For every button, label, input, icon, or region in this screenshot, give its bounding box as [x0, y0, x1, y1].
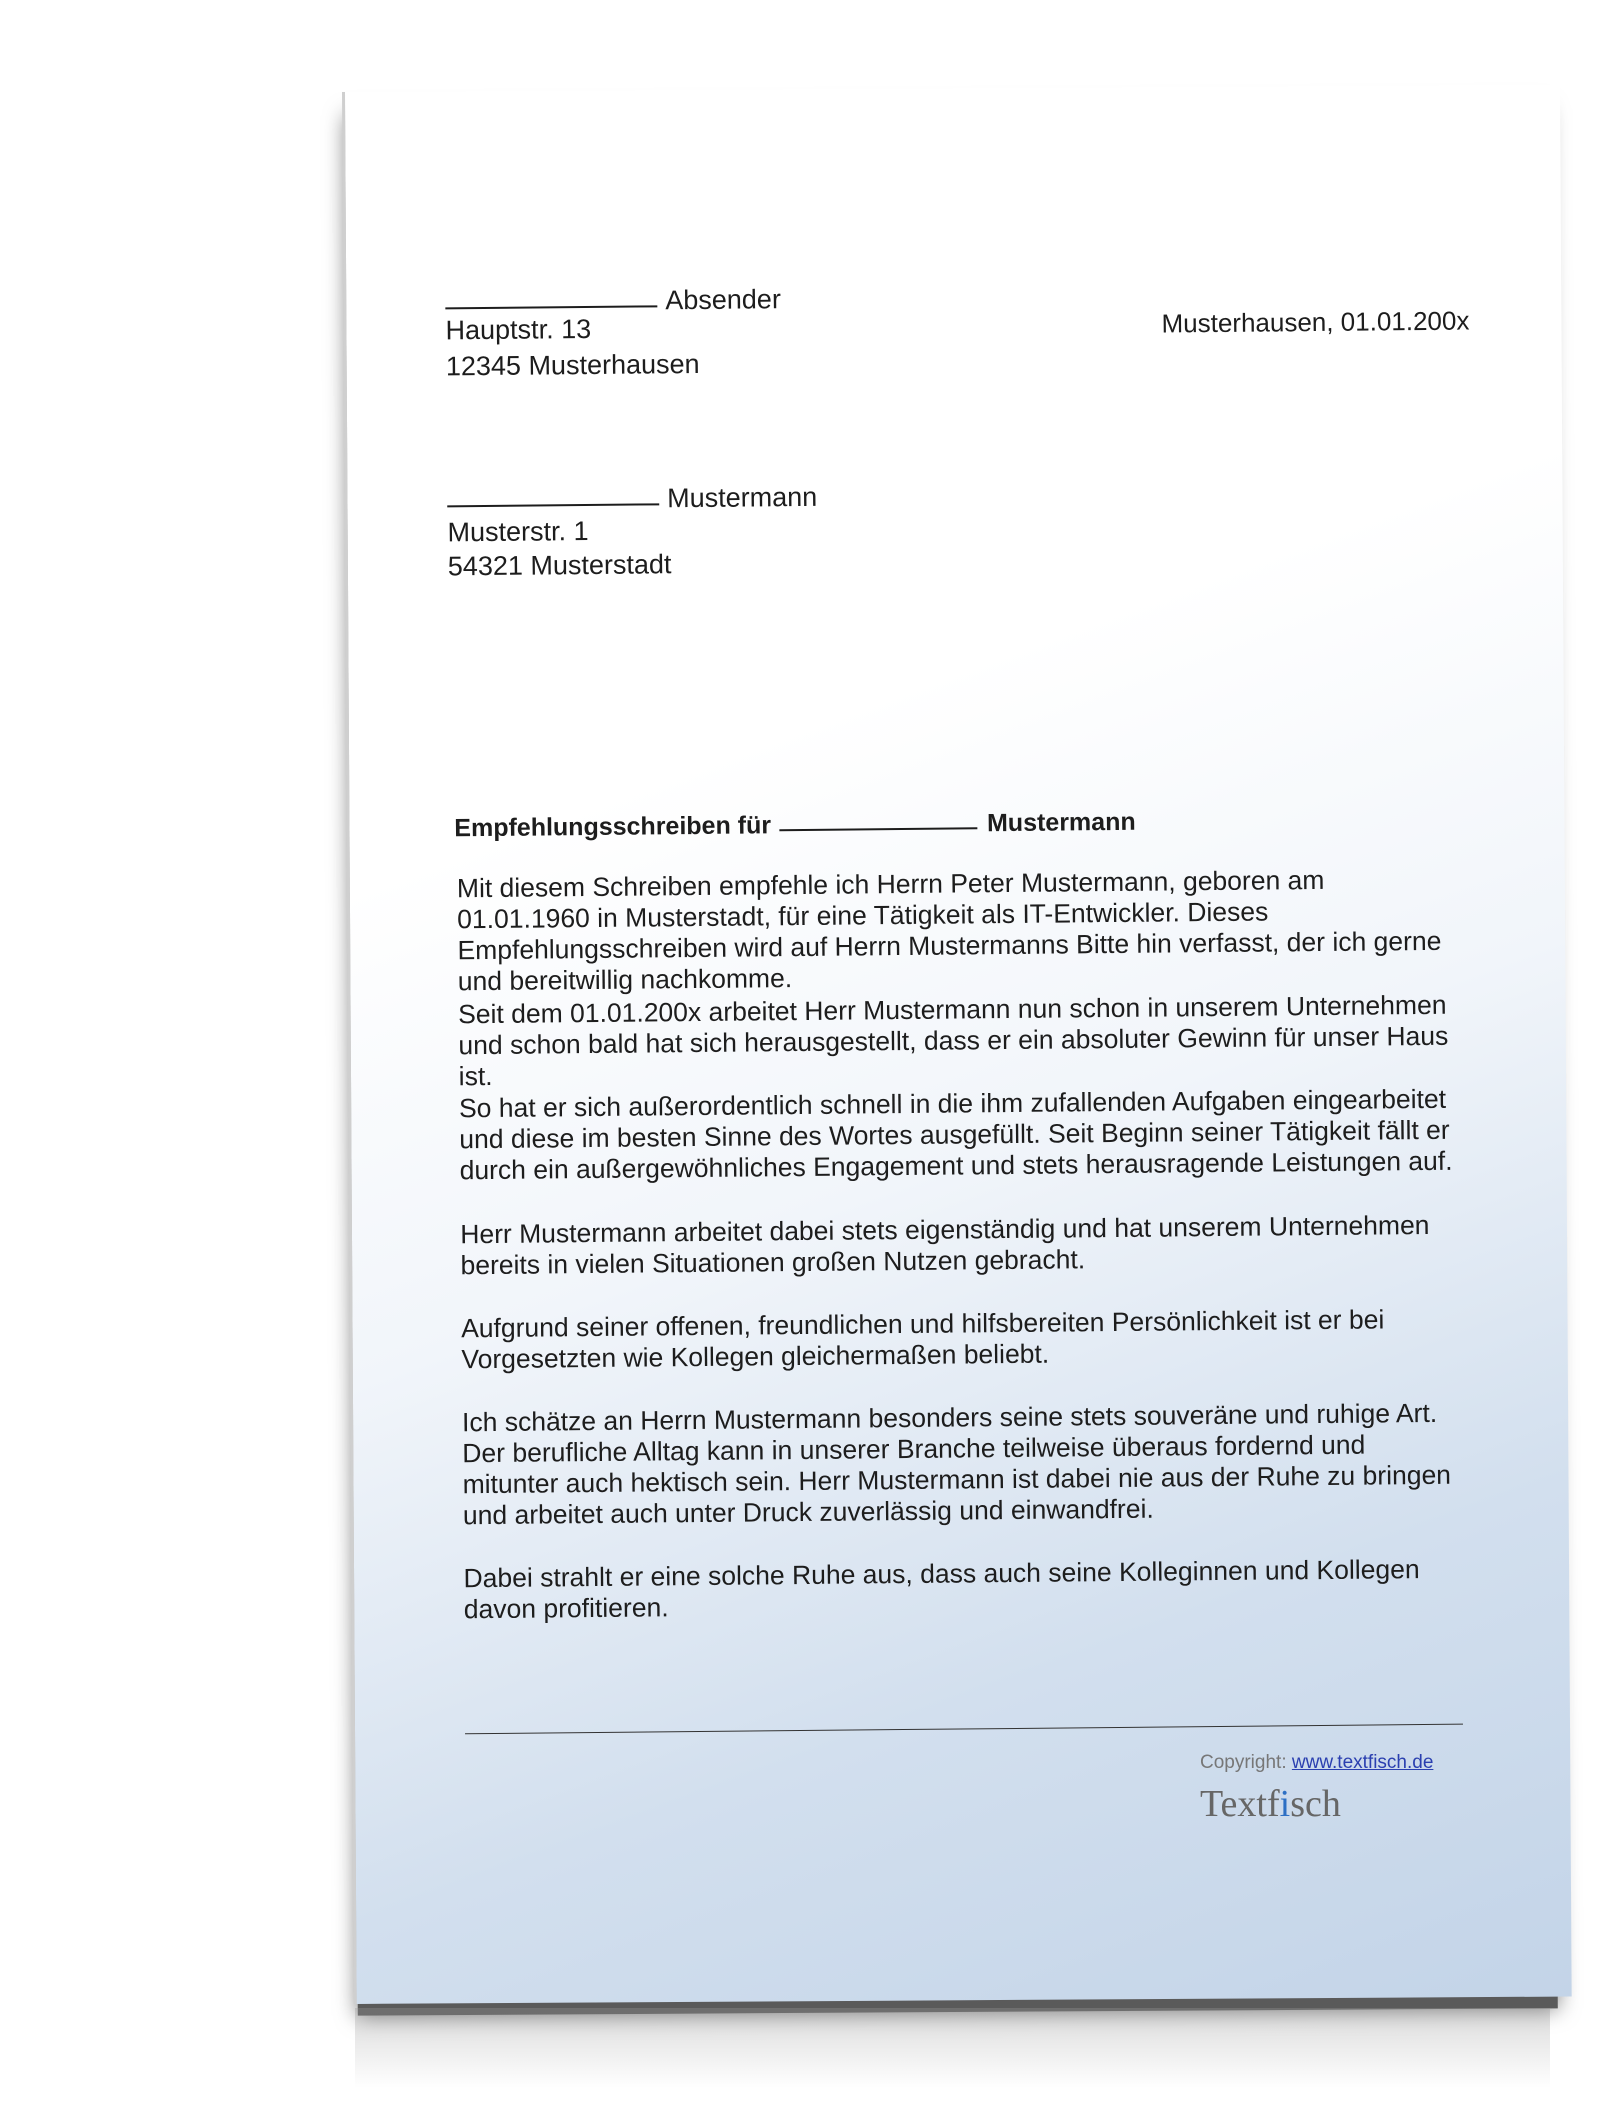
subject-prefix: Empfehlungsschreiben für [454, 811, 772, 843]
body-paragraph: Herr Mustermann arbeitet dabei stets eigenständig und hat unserem Unternehmen bereits in vielen Situationen großen Nutzen gebracht. [460, 1209, 1430, 1281]
recipient-city: 54321 Musterstadt [447, 549, 672, 582]
body-paragraph: Mit diesem Schreiben empfehle ich Herrn Peter Mustermann, geboren am 01.01.1960 in Musterstadt, für eine Tätigkeit als IT-Entwickler. Dieses Empfehlungsschreiben wird auf Herrn Mustermanns Bitte hin verfasst, der ich gerne und bereitwillig nachkomme. [456, 864, 1442, 997]
body-paragraph: Aufgrund seiner offenen, freundlichen und hilfsbereiten Persönlichkeit ist er bei Vorgesetzten wie Kollegen gleichermaßen beliebt. [460, 1304, 1385, 1375]
recipient-name-line [447, 480, 817, 518]
sender-name: Absender [665, 284, 782, 316]
body-paragraph: Ich schätze an Herrn Mustermann besonders seine stets souveräne und ruhige Art. Der berufliche Alltag kann in unserer Branche teilweise überaus fordernd und mitunter auch hektisch sein. Herr Mustermann ist dabei nie aus der Ruhe zu bringen und arbeitet auch unter Druck zuverlässig und einwandfrei. [461, 1397, 1452, 1531]
signature-rule [465, 1724, 1463, 1735]
sender-city: 12345 Musterhausen [445, 348, 700, 382]
subject-line [454, 805, 1136, 846]
body-paragraph: Dabei strahlt er eine solche Ruhe aus, dass auch seine Kolleginnen und Kollegen davon profitieren. [463, 1554, 1420, 1625]
body-paragraph: So hat er sich außerordentlich schnell in die ihm zufallenden Aufgaben eingearbeitet und diese im besten Sinne des Wortes ausgefüllt. Seit Beginn seiner Tätigkeit fällt er durch ein außergewöhnliches Engagement und stets herausragende Leistungen auf. [458, 1083, 1453, 1186]
name-blank [447, 503, 659, 507]
copyright-link[interactable]: www.textfisch.de [1291, 1752, 1434, 1773]
copyright-label: Copyright: [1200, 1752, 1287, 1773]
subject-name: Mustermann [986, 807, 1136, 838]
name-blank [779, 827, 977, 831]
sender-street: Hauptstr. 13 [445, 313, 592, 346]
place-date: Musterhausen, 01.01.200x [1161, 305, 1470, 339]
textfisch-logo: Textfisch [1200, 1783, 1341, 1825]
recipient-name: Mustermann [667, 481, 818, 514]
copyright-note [1200, 1752, 1433, 1774]
body-paragraph: Seit dem 01.01.200x arbeitet Herr Mustermann nun schon in unserem Unternehmen und schon bald hat sich herausgestellt, dass er ein absoluter Gewinn für unser Haus ist. [457, 989, 1449, 1092]
recipient-street: Musterstr. 1 [447, 516, 589, 548]
name-blank [445, 305, 657, 309]
